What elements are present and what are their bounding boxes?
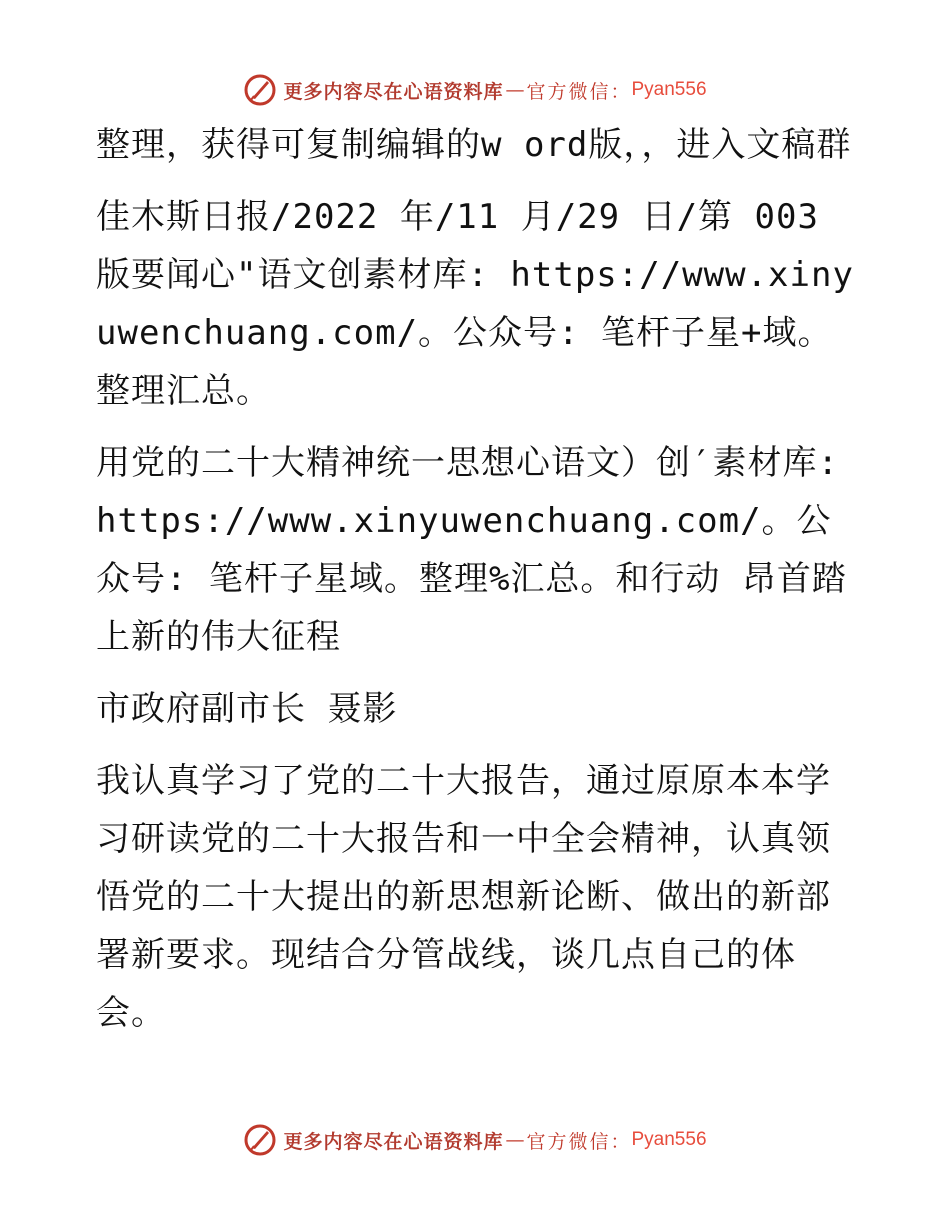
feather-pen-logo-icon [243, 1123, 277, 1157]
header-watermark-banner [0, 70, 950, 110]
banner-wechat-label: 官方微信： [526, 80, 632, 103]
banner-dash: — [505, 1129, 525, 1151]
banner-wechat-label: 官方微信： [526, 1130, 632, 1153]
banner-brand-text: 更多内容尽在心语资料库 [283, 1130, 504, 1153]
banner-wechat-id: Pyan556 [631, 79, 707, 100]
banner-brand-text: 更多内容尽在心语资料库 [283, 80, 504, 103]
banner-wechat-id: Pyan556 [631, 1129, 707, 1150]
paragraph-3: 用党的二十大精神统一思想心语文）创′素材库: https://www.xinyuwenchuang.com/。公众号: 笔杆子星域。整理%汇总。和行动 昂首踏上新的伟大征程 [96, 443, 847, 657]
banner-dash: — [505, 79, 525, 101]
paragraph-4: 市政府副市长 聂影 [96, 689, 398, 729]
document-body [96, 116, 856, 1056]
feather-pen-logo-icon [243, 73, 277, 107]
paragraph-5: 我认真学习了党的二十大报告，通过原原本本学习研读党的二十大报告和一中全会精神，认真领悟党的二十大提出的新思想新论断、做出的新部署新要求。现结合分管战线，谈几点自己的体会。 [96, 761, 831, 1033]
paragraph-1: 整理，获得可复制编辑的w ord版，，进入文稿群 [96, 125, 852, 165]
footer-watermark-banner [0, 1120, 950, 1160]
paragraph-2: 佳木斯日报/2022 年/11 月/29 日/第 003 版要闻心"语文创素材库: https://www.xinyuwenchuang.com/。公众号: 笔杆子星+域。整理汇总。 [96, 197, 854, 411]
